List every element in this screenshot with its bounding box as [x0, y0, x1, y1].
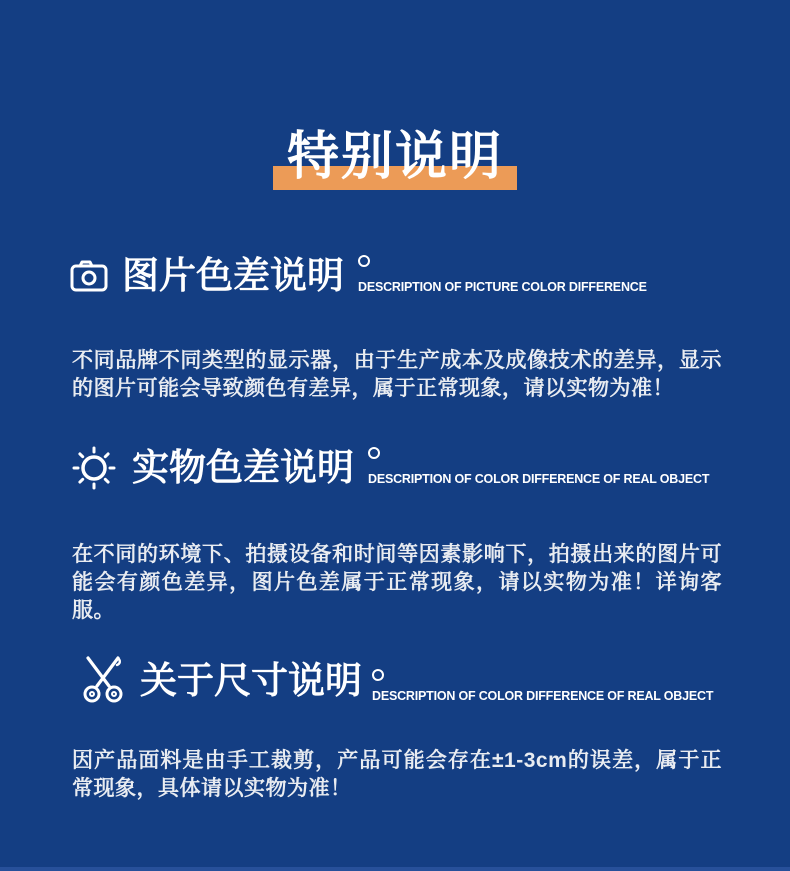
page-title: 特别说明 — [286, 128, 503, 186]
section-heading-zh: 关于尺寸说明 — [140, 660, 362, 701]
section-heading-en-block — [358, 252, 647, 300]
page-title-block — [273, 126, 517, 190]
camera-icon — [70, 259, 108, 293]
section-heading-size — [80, 655, 713, 707]
section-heading-en-block — [368, 444, 709, 492]
section-heading-picture-color — [70, 252, 647, 300]
section-heading-zh: 实物色差说明 — [132, 447, 354, 488]
section-body-real-color: 在不同的环境下、拍摄设备和时间等因素影响下，拍摄出来的图片可能会有颜色差异，图片色差属于正常现象，请以实物为准！详询客服。 — [72, 543, 722, 622]
sun-icon — [70, 444, 118, 492]
section-body-size: 因产品面料是由手工裁剪，产品可能会存在±1-3cm的误差，属于正常现象，具体请以实物为准！ — [72, 749, 722, 800]
section-heading-zh: 图片色差说明 — [122, 255, 344, 296]
section-heading-en: DESCRIPTION OF PICTURE COLOR DIFFERENCE — [358, 280, 647, 294]
section-body-picture-color: 不同品牌不同类型的显示器，由于生产成本及成像技术的差异，显示的图片可能会导致颜色有差异，属于正常现象，请以实物为准！ — [72, 349, 722, 400]
scissors-icon — [80, 655, 126, 707]
section-heading-en-block — [372, 655, 713, 707]
section-heading-en: DESCRIPTION OF COLOR DIFFERENCE OF REAL OBJECT — [368, 472, 710, 486]
circle-marker-icon — [368, 447, 380, 459]
bottom-edge-strip — [0, 867, 790, 871]
circle-marker-icon — [372, 669, 384, 681]
section-heading-real-color — [70, 444, 709, 492]
circle-marker-icon — [358, 255, 370, 267]
section-heading-en: DESCRIPTION OF COLOR DIFFERENCE OF REAL OBJECT — [372, 689, 714, 703]
